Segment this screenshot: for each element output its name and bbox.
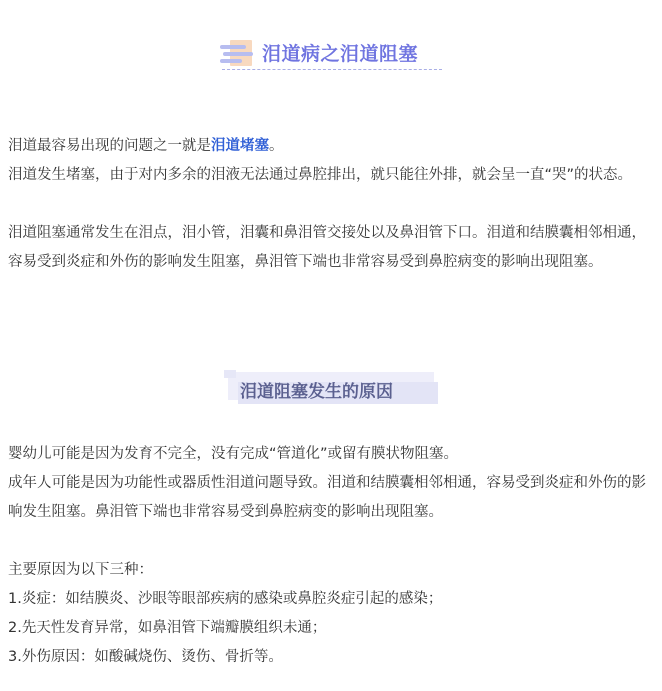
paragraph-2: 泪道发生堵塞，由于对内多余的泪液无法通过鼻腔排出，就只能往外排，就会呈一直“哭”的状态。 (8, 167, 633, 183)
paragraph-1 (8, 132, 658, 161)
paragraph-5: 成年人可能是因为功能性或器质性泪道问题导致。泪道和结膜囊相邻相通，容易受到炎症和外伤的影响发生阻塞。鼻泪管下端也非常容易受到鼻腔病变的影响出现阻塞。 (8, 475, 646, 520)
section-heading-1-title: 泪道病之泪道阻塞 (262, 43, 419, 65)
section-heading-1 (220, 36, 442, 72)
list-item: 3.外伤原因：如酸碱烧伤、烫伤、骨折等。 (8, 649, 283, 665)
paragraph-3: 泪道阻塞通常发生在泪点，泪小管，泪囊和鼻泪管交接处以及鼻泪管下口。泪道和结膜囊相邻相通，容易受到炎症和外伤的影响发生阻塞，鼻泪管下端也非常容易受到鼻腔病变的影响出现阻塞。 (8, 225, 646, 270)
list-intro: 主要原因为以下三种： (8, 562, 153, 578)
paragraph-1-text: 泪道最容易出现的问题之一就是 (8, 138, 211, 154)
section-heading-2-title: 泪道阻塞发生的原因 (240, 382, 393, 402)
list-item: 2.先天性发育异常，如鼻泪管下端瓣膜组织未通； (8, 620, 327, 636)
heading-2-corner-accent (224, 370, 236, 378)
highlight-term: 泪道堵塞 (211, 138, 269, 154)
section-heading-2 (224, 370, 442, 406)
paragraph-4: 婴幼儿可能是因为发育不完全，没有完成“管道化”或留有膜状物阻塞。 (8, 446, 459, 462)
stripes-decoration-icon (220, 40, 258, 66)
list-item: 1.炎症：如结膜炎、沙眼等眼部疾病的感染或鼻腔炎症引起的感染； (8, 591, 443, 607)
heading-dashed-underline (222, 69, 442, 70)
paragraph-1-end: 。 (269, 138, 284, 154)
